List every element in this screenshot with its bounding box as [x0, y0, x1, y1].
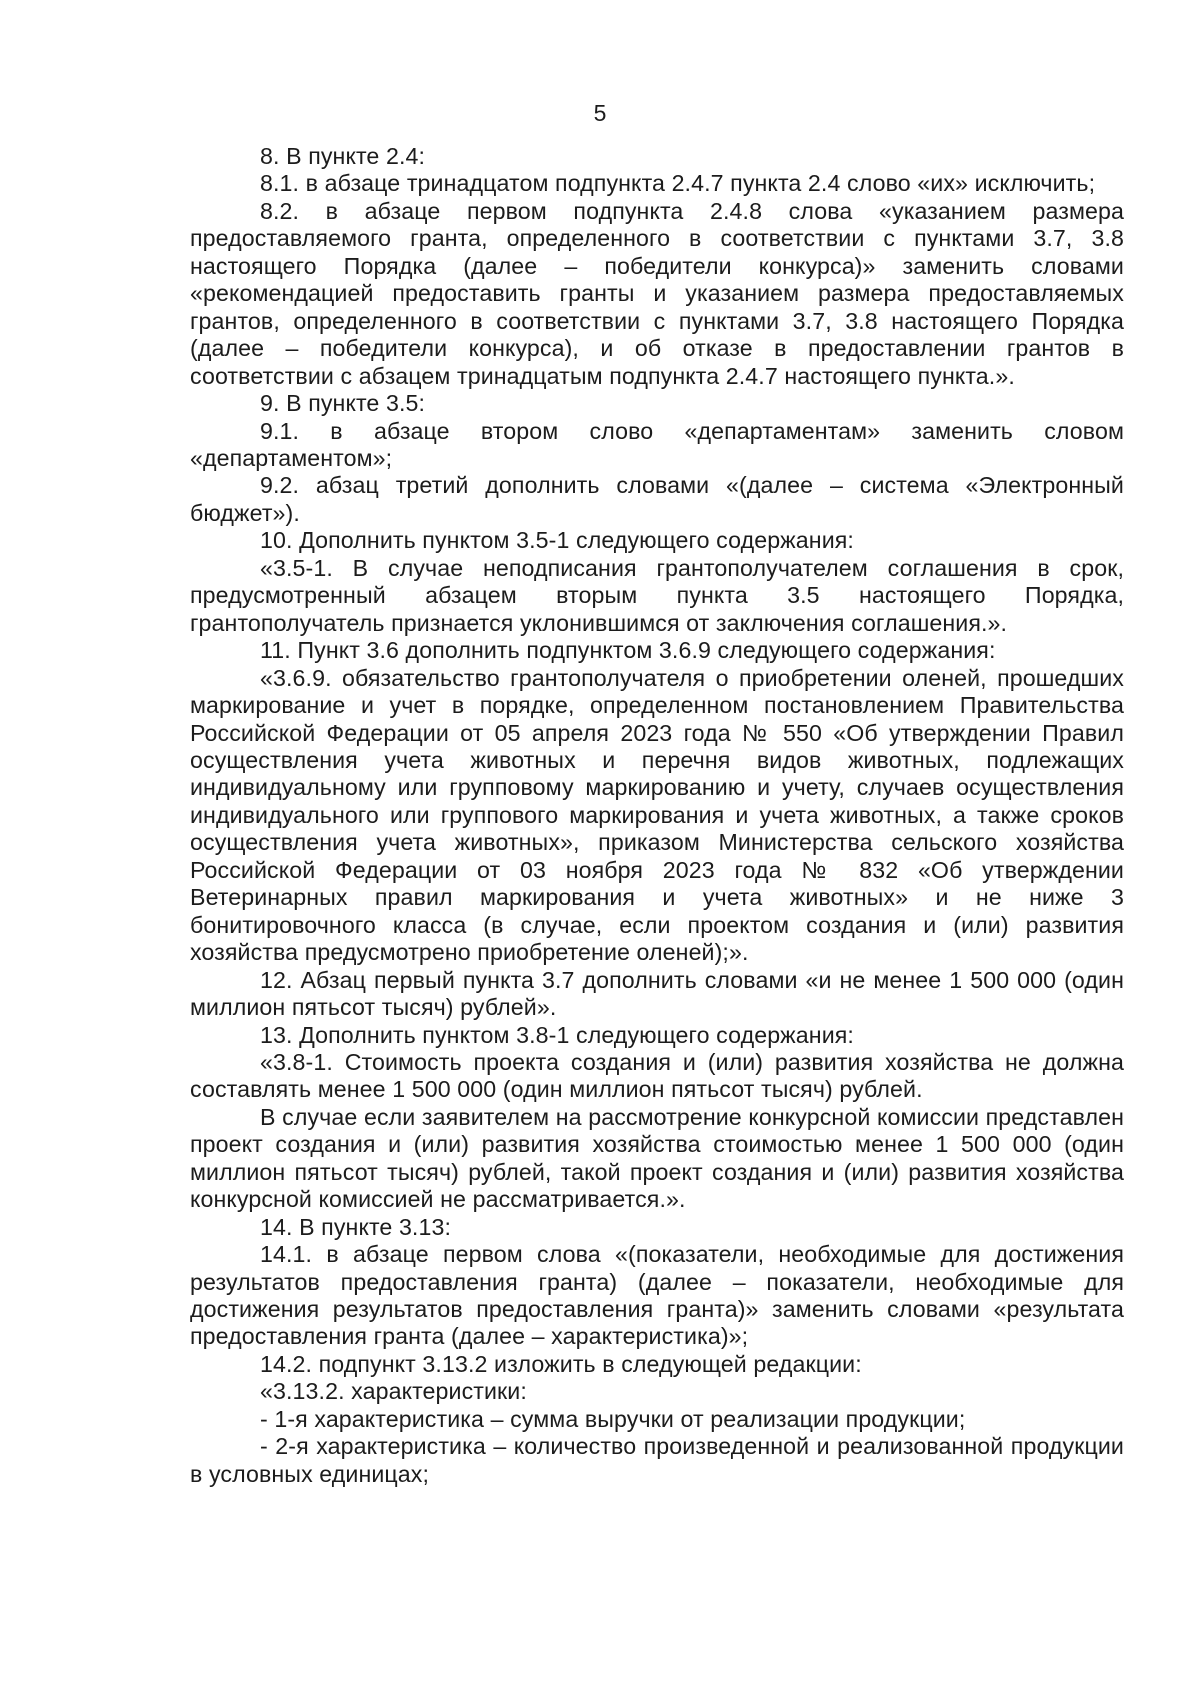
- paragraph-10: 10. Дополнить пунктом 3.5-1 следующего содержания:: [260, 527, 854, 554]
- paragraph-11: 11. Пункт 3.6 дополнить подпунктом 3.6.9 следующего содержания:: [260, 637, 996, 664]
- paragraph-13: 13. Дополнить пунктом 3.8-1 следующего содержания:: [260, 1021, 854, 1048]
- paragraph-9-2: 9.2. абзац третий дополнить словами «(далее – система «Электронный бюджет»).: [190, 472, 1124, 526]
- paragraph-14-2: 14.2. подпункт 3.13.2 изложить в следующей редакции:: [260, 1350, 862, 1377]
- paragraph-8-2: 8.2. в абзаце первом подпункта 2.4.8 слова «указанием размера предоставляемого гранта, определенного в соответствии с пунктами 3.7, 3.8 настоящего Порядка (далее – победители конкурса)» заменить словами «рекомендацией предоставить гранты и указанием размера предоставляемых грантов, определенного в соответствии с пунктами 3.7, 3.8 настоящего Порядка (далее – победители конкурса), и об отказе в предоставлении грантов в соответствии с абзацем тринадцатым подпункта 2.4.7 настоящего пункта.».: [190, 197, 1124, 389]
- paragraph-3-13-2: «3.13.2. характеристики:: [260, 1378, 527, 1405]
- paragraph-8: 8. В пункте 2.4:: [260, 143, 426, 169]
- paragraph-3-6-9: «3.6.9. обязательство грантополучателя о приобретении оленей, прошедших маркирование и учет в порядке, определенном постановлением Правительства Российской Федерации от 05 апреля 2023 года № 550 «Об утверждении Правил осуществления учета животных и перечня видов животных, подлежащих индивидуальному или групповому маркированию и учету, случаев осуществления индивидуального или группового маркирования и учета животных, а также сроков осуществления учета животных», приказом Министерства сельского хозяйства Российской Федерации от 03 ноября 2023 года № 832 «Об утверждении Ветеринарных правил маркирования и учета животных» и не ниже 3 бонитировочного класса (в случае, если проектом создания и (или) развития хозяйства предусмотрено приобретение оленей);».: [190, 664, 1124, 966]
- paragraph-9: 9. В пункте 3.5:: [260, 390, 426, 417]
- paragraph-9-1: 9.1. в абзаце втором слово «департаментам» заменить словом «департаментом»;: [190, 417, 1124, 471]
- paragraph-characteristic-1: - 1-я характеристика – сумма выручки от реализации продукции;: [260, 1405, 966, 1432]
- paragraph-8-1: 8.1. в абзаце тринадцатом подпункта 2.4.7 пункта 2.4 слово «их» исключить;: [260, 170, 1096, 197]
- paragraph-14: 14. В пункте 3.13:: [260, 1213, 452, 1240]
- document-body: [190, 143, 1124, 1488]
- paragraph-3-8-1: «3.8-1. Стоимость проекта создания и (или) развития хозяйства не должна составлять менее 1 500 000 (один миллион пятьсот тысяч) рублей.: [190, 1048, 1124, 1103]
- paragraph-12: 12. Абзац первый пункта 3.7 дополнить словами «и не менее 1 500 000 (один миллион пятьсот тысяч) рублей».: [190, 966, 1124, 1021]
- paragraph-3-5-1: «3.5-1. В случае неподписания грантополучателем соглашения в срок, предусмотренный абзацем вторым пункта 3.5 настоящего Порядка, грантополучатель признается уклонившимся от заключения соглашения.».: [190, 554, 1124, 636]
- paragraph-14-1: 14.1. в абзаце первом слова «(показатели, необходимые для достижения результатов предоставления гранта) (далее – показатели, необходимые для достижения результатов предоставления гранта)» заменить словами «результата предоставления гранта (далее – характеристика)»;: [190, 1241, 1124, 1350]
- page-number: 5: [593, 100, 607, 126]
- paragraph-3-8-1-second: В случае если заявителем на рассмотрение конкурсной комиссии представлен проект создания и (или) развития хозяйства стоимостью менее 1 500 000 (один миллион пятьсот тысяч) рублей, такой проект создания и (или) развития хозяйства конкурсной комиссией не рассматривается.».: [190, 1103, 1124, 1213]
- paragraph-characteristic-2: - 2-я характеристика – количество произведенной и реализованной продукции в условных единицах;: [190, 1433, 1124, 1487]
